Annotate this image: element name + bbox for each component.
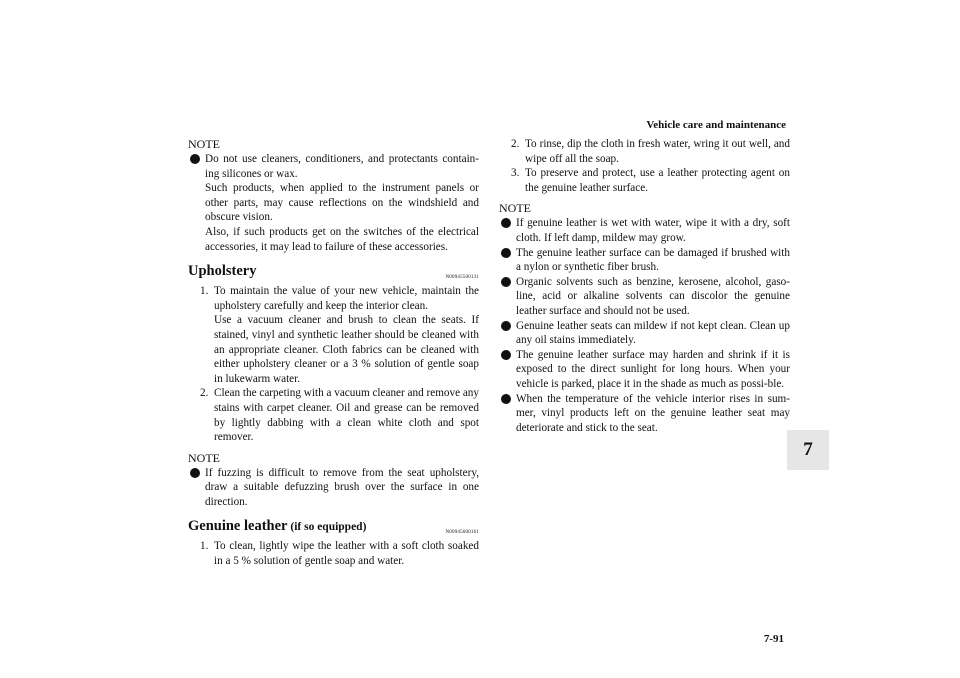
note-label: NOTE: [188, 450, 220, 465]
bullet-dot-icon: [501, 321, 511, 331]
section-heading-upholstery: [188, 264, 479, 282]
running-header: Vehicle care and maintenance: [646, 119, 786, 131]
note-text: When the temperature of the vehicle interior rises in sum-mer, vinyl products left on the genuine leather seat may deteriorate and stick to the seat.: [516, 392, 790, 434]
note-bullet: [499, 392, 790, 436]
note-bullet: [188, 152, 479, 254]
note-label: NOTE: [499, 201, 531, 216]
note-bullet: [499, 348, 790, 392]
bullet-dot-icon: [501, 277, 511, 287]
note-bullet: [499, 275, 790, 319]
section-title: Genuine leather: [188, 518, 288, 535]
note-text: The genuine leather surface may harden and shrink if it is exposed to the direct sunlight for long hours. When your vehicle is parked, place it in the shade as much as possi-ble.: [516, 348, 790, 390]
bullet-dot-icon: [190, 468, 200, 478]
step-number: 2.: [200, 387, 209, 400]
section-heading-genuine-leather: [188, 519, 479, 537]
note-text: Also, if such products get on the switches of the electrical accessories, it may lead to failure of these accessories.: [205, 225, 479, 253]
note-text: If genuine leather is wet with water, wipe it with a dry, soft cloth. If left damp, mildew may grow.: [516, 217, 790, 244]
bullet-dot-icon: [501, 350, 511, 360]
section-title: Upholstery: [188, 263, 257, 280]
note-bullet: [188, 466, 479, 510]
bullet-dot-icon: [501, 394, 511, 404]
note-text: The genuine leather surface can be damaged if brushed with a nylon or synthetic fiber brush.: [516, 246, 790, 274]
right-column: [499, 137, 790, 435]
bullet-dot-icon: [501, 248, 511, 258]
note-text: Organic solvents such as benzine, kerosene, alcohol, gaso-line, acid or alkaline solvents can discolor the genuine leather surface and should not be used.: [516, 275, 790, 317]
step-number: 2.: [511, 138, 520, 150]
step-number: 3.: [511, 167, 520, 180]
section-subtitle: (if so equipped): [287, 521, 367, 534]
numbered-step: [499, 137, 790, 166]
page-number: 7-91: [763, 633, 784, 645]
step-number: 1.: [200, 540, 209, 553]
numbered-step: [499, 166, 790, 195]
note-text: Such products, when applied to the instrument panels or other parts, may cause reflections on the windshield and obscure vision.: [205, 182, 479, 224]
step-text: To maintain the value of your new vehicle, maintain the upholstery carefully and keep the interior clean.: [214, 285, 479, 312]
step-number: 1.: [200, 285, 209, 298]
section-code: N00945600161: [445, 529, 479, 535]
numbered-step: [188, 539, 479, 568]
step-text: To clean, lightly wipe the leather with a soft cloth soaked in a 5 % solution of gentle soap and water.: [214, 540, 479, 568]
chapter-tab: 7: [787, 430, 829, 470]
note-bullet: [499, 319, 790, 348]
bullet-dot-icon: [501, 218, 511, 228]
note-text: If fuzzing is difficult to remove from the seat upholstery, draw a suitable defuzzing brush over the surface in one direction.: [205, 466, 479, 508]
step-text: Use a vacuum cleaner and brush to clean the seats. If stained, vinyl and synthetic leather should be cleaned with an appropriate cleaner. Cloth fabrics can be cleaned with either upholstery cleaner or a 3 % solution of gentle soap in lukewarm water.: [214, 314, 479, 385]
note-text: Genuine leather seats can mildew if not kept clean. Clean up any oil stains immediately.: [516, 319, 790, 347]
bullet-dot-icon: [190, 154, 200, 164]
left-column: [188, 137, 479, 569]
numbered-step: [188, 284, 479, 386]
note-text: Do not use cleaners, conditioners, and protectants contain-ing silicones or wax.: [205, 153, 479, 180]
step-text: Clean the carpeting with a vacuum cleaner and remove any stains with carpet cleaner. Oil and grease can be removed by lightly dabbing with a clean white cloth and spot remover.: [214, 387, 479, 444]
note-bullet: [499, 216, 790, 245]
step-text: To rinse, dip the cloth in fresh water, wring it out well, and wipe off all the soap.: [525, 138, 790, 165]
section-code: N00945500131: [445, 274, 479, 280]
note-label: NOTE: [188, 137, 220, 151]
numbered-step: [188, 386, 479, 444]
step-text: To preserve and protect, use a leather protecting agent on the genuine leather surface.: [525, 167, 790, 194]
note-bullet: [499, 246, 790, 275]
